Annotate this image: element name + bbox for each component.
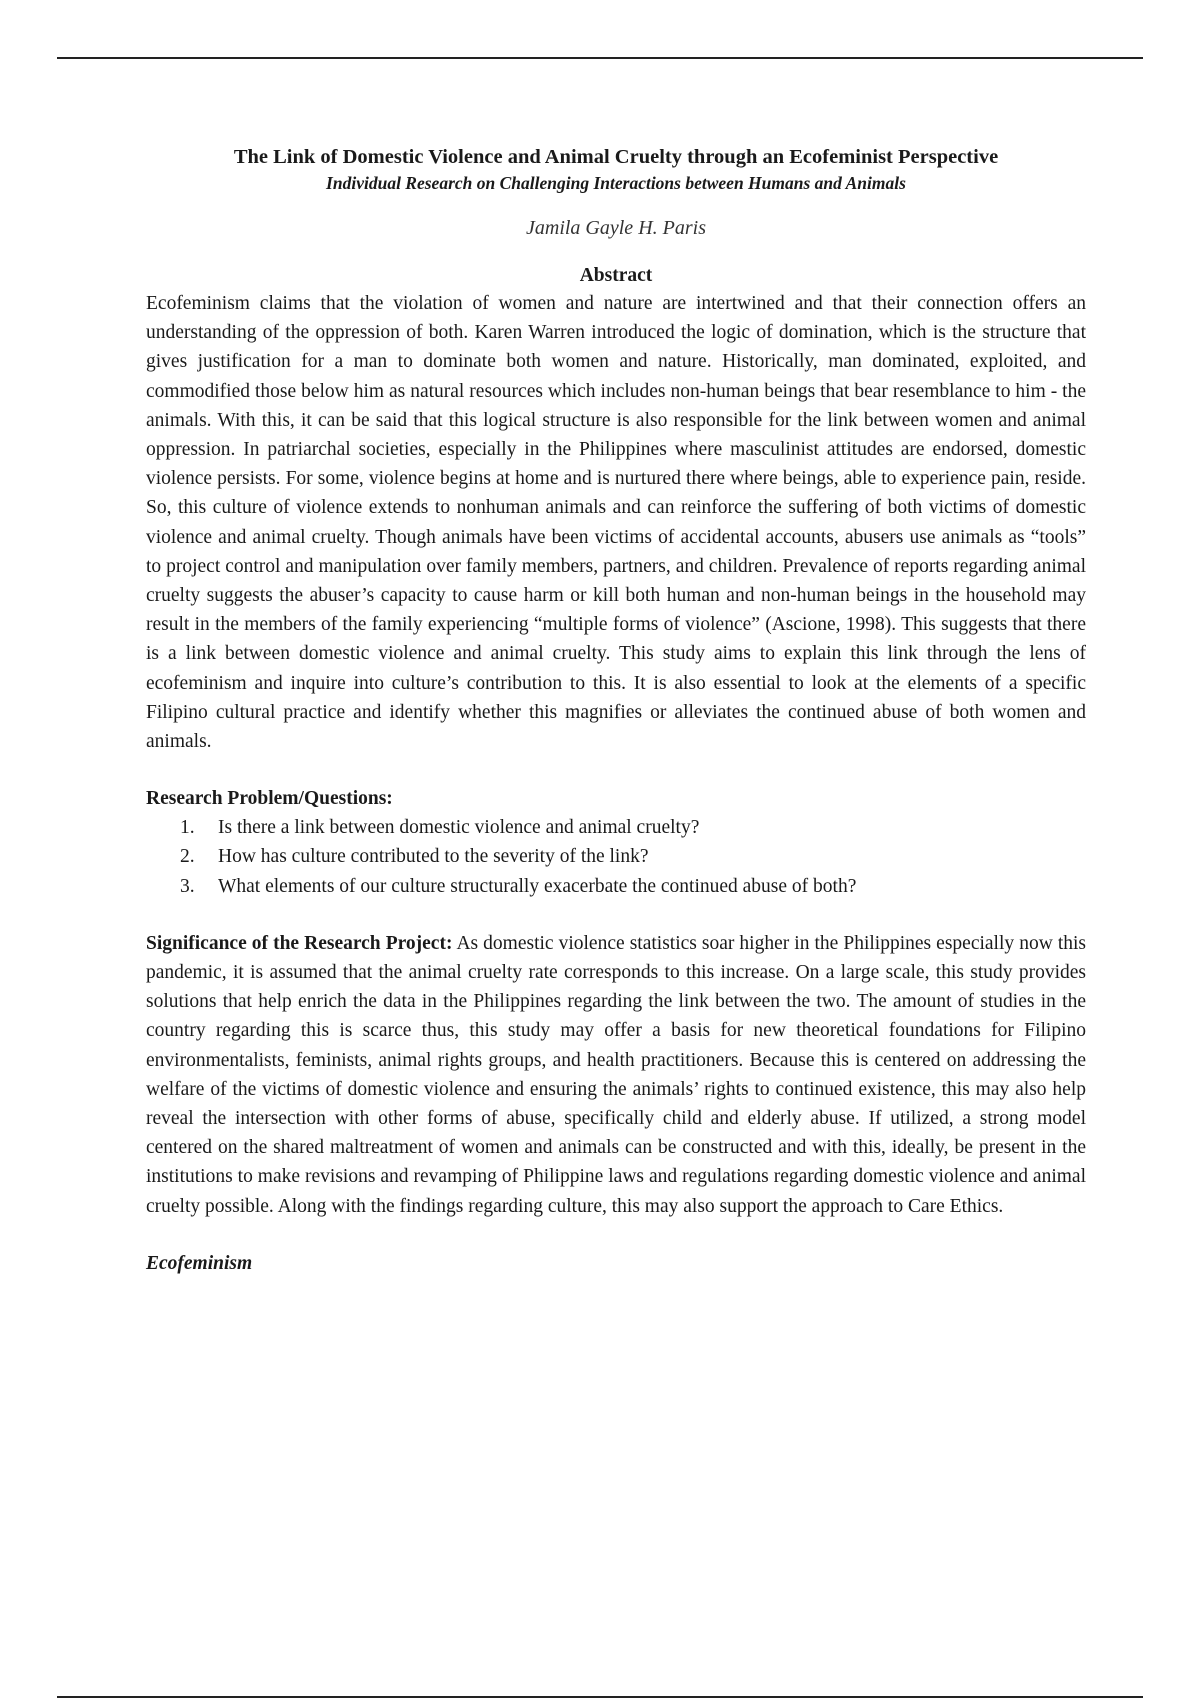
list-item-text: Is there a link between domestic violence and animal cruelty? (218, 817, 700, 839)
list-item-number: 1. (180, 817, 195, 839)
top-rule (57, 57, 1143, 59)
bottom-rule (57, 1696, 1143, 1698)
list-item-number: 2. (180, 846, 195, 868)
list-item-text: What elements of our culture structurally exacerbate the continued abuse of both? (218, 875, 857, 897)
list-item (180, 872, 1086, 901)
research-questions-heading: Research Problem/Questions: (146, 788, 393, 810)
significance-text: As domestic violence statistics soar higher in the Philippines especially now this pandemic, it is assumed that the animal cruelty rate corresponds to this increase. On a large scale, this study provides solutions that help enrich the data in the Philippines regarding the link between the two. The amount of studies in the country regarding this is scarce thus, this study may offer a basis for new theoretical foundations for Filipino environmentalists, feminists, animal rights groups, and health practitioners. Because this is centered on addressing the welfare of the victims of domestic violence and ensuring the animals’ rights to continued existence, this may also help reveal the intersection with other forms of abuse, specifically child and elderly abuse. If utilized, a strong model centered on the shared maltreatment of women and animals can be constructed and with this, ideally, be present in the institutions to make revisions and revamping of Philippine laws and regulations regarding domestic violence and animal cruelty possible. Along with the findings regarding culture, this may also support the approach to Care Ethics. (146, 932, 1086, 1217)
research-questions-list (146, 813, 1086, 901)
significance-heading: Significance of the Research Project: (146, 932, 453, 954)
list-item-number: 3. (180, 875, 195, 897)
document-body (146, 143, 1086, 1278)
abstract-heading: Abstract (579, 265, 653, 286)
author-name: Jamila Gayle H. Paris (526, 217, 706, 239)
list-item (180, 813, 1086, 842)
paper-title: The Link of Domestic Violence and Animal Cruelty through an Ecofeminist Perspective (233, 146, 999, 168)
list-item-text: How has culture contributed to the severity of the link? (218, 846, 649, 868)
abstract-text: Ecofeminism claims that the violation of women and nature are intertwined and that their connection offers an understanding of the oppression of both. Karen Warren introduced the logic of domination, which is the structure that gives justification for a man to dominate both women and nature. Historically, man dominated, exploited, and commodified those below him as natural resources which includes non-human beings that bear resemblance to him - the animals. With this, it can be said that this logical structure is also responsible for the link between women and animal oppression. In patriarchal societies, especially in the Philippines where masculinist attitudes are endorsed, domestic violence persists. For some, violence begins at home and is nurtured there where beings, able to experience pain, reside. So, this culture of violence extends to nonhuman animals and can reinforce the suffering of both victims of domestic violence and animal cruelty. Though animals have been victims of accidental accounts, abusers use animals as “tools” to project control and manipulation over family members, partners, and children. Prevalence of reports regarding animal cruelty suggests the abuser’s capacity to cause harm or kill both human and non-human beings in the household may result in the members of the family experiencing “multiple forms of violence” (Ascione, 1998). This suggests that there is a link between domestic violence and animal cruelty. This study aims to explain this link through the lens of ecofeminism and inquire into culture’s contribution to this. It is also essential to look at the elements of a specific Filipino cultural practice and identify whether this magnifies or alleviates the continued abuse of both women and animals. (146, 293, 1086, 753)
list-item (180, 842, 1086, 871)
ecofeminism-heading: Ecofeminism (146, 1252, 253, 1274)
paper-subtitle: Individual Research on Challenging Interactions between Humans and Animals (326, 173, 906, 193)
significance-paragraph (146, 929, 1086, 1221)
